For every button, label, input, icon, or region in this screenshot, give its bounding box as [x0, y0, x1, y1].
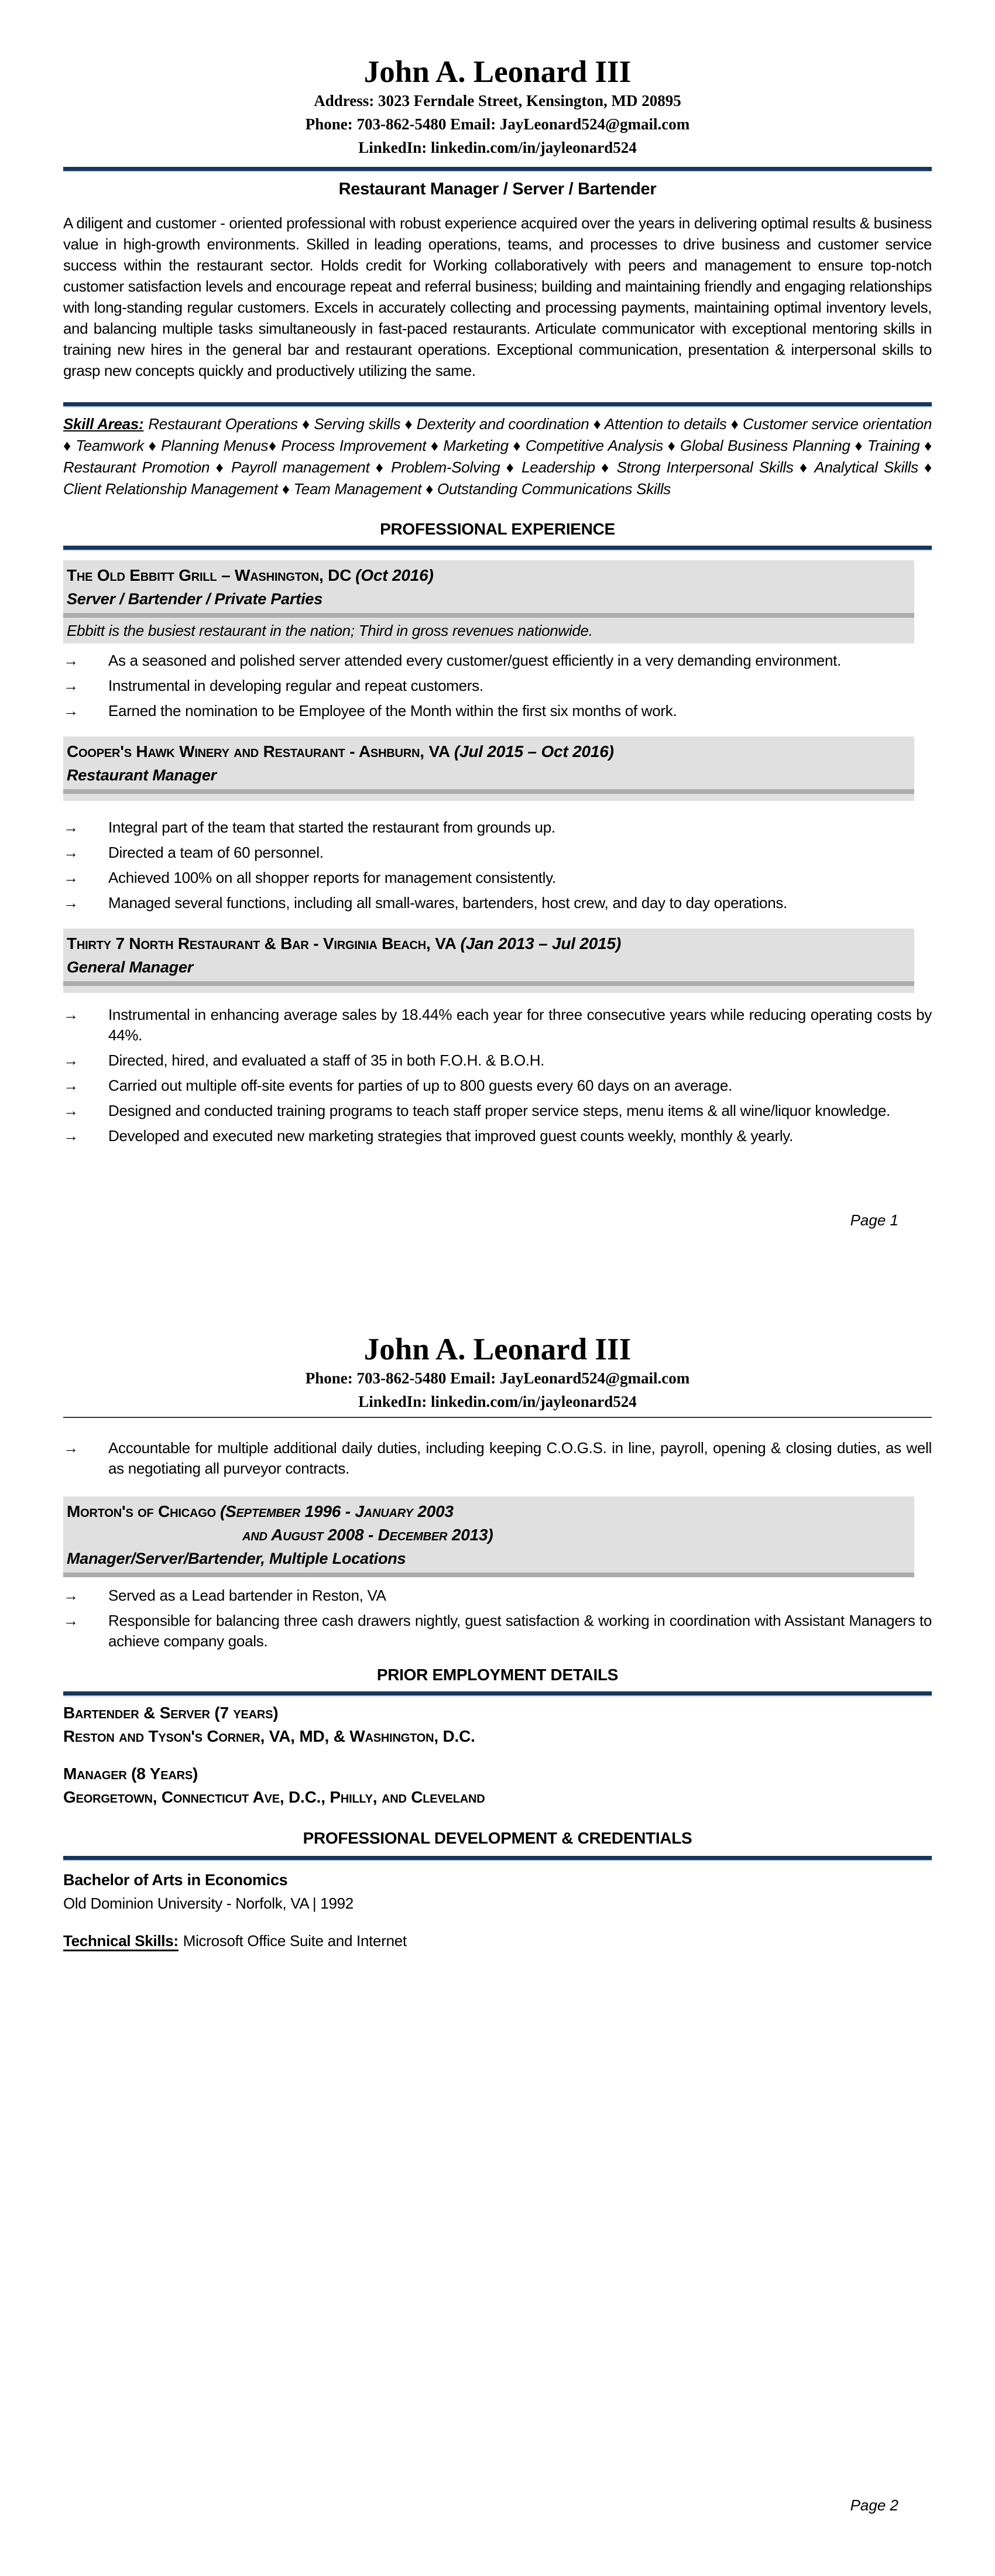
bullet-item	[63, 1075, 932, 1096]
bullet-item	[63, 1438, 932, 1479]
job-header	[63, 560, 914, 613]
experience-rule	[63, 546, 932, 551]
bullet-item	[63, 1101, 932, 1121]
school-line: Old Dominion University - Norfolk, VA | 1992	[63, 1895, 354, 1912]
job-role: Server / Bartender / Private Parties	[67, 590, 323, 608]
bullet-list	[63, 1585, 932, 1652]
arrow-bullet-icon: →	[63, 869, 78, 886]
bullet-list	[63, 817, 932, 913]
job-dates: (Jan 2013 – Jul 2015)	[460, 934, 622, 953]
bullet-text: Responsible for balancing three cash drawers nightly, guest satisfaction & working in coordination with Assistant Managers to achieve company goals.	[108, 1612, 932, 1650]
section-heading-development: PROFESSIONAL DEVELOPMENT & CREDENTIALS	[303, 1829, 692, 1847]
bullet-item	[63, 868, 932, 888]
bullet-text: Instrumental in enhancing average sales by 18.44% each year for three consecutive years while reducing operating costs by 44%.	[108, 1006, 932, 1044]
job-block-thirty7-north	[63, 929, 932, 1146]
job-block-mortons	[63, 1496, 932, 1652]
skills-top-rule	[63, 402, 932, 407]
job-role: General Manager	[67, 958, 194, 976]
arrow-bullet-icon: →	[63, 1612, 78, 1629]
job-company-name: Morton's of Chicago	[67, 1502, 216, 1520]
job-dates: (Jul 2015 – Oct 2016)	[454, 742, 614, 761]
bullet-text: Instrumental in developing regular and repeat customers.	[108, 677, 483, 694]
bullet-item	[63, 842, 932, 863]
bullet-item	[63, 650, 932, 671]
bullet-list	[63, 1005, 932, 1146]
arrow-bullet-icon: →	[63, 652, 78, 669]
job-header	[63, 1496, 914, 1573]
job-role: Manager/Server/Bartender, Multiple Locations	[67, 1550, 406, 1567]
bullet-list	[63, 1438, 932, 1479]
arrow-bullet-icon: →	[63, 1439, 78, 1457]
resume-name: John A. Leonard III	[363, 1332, 632, 1366]
bullet-text: Carried out multiple off-site events for parties of up to 800 guests every 60 days on an average.	[108, 1077, 732, 1094]
technical-skills-label: Technical Skills:	[63, 1932, 179, 1951]
arrow-bullet-icon: →	[63, 1077, 78, 1094]
job-company	[67, 1500, 908, 1547]
job-dates: (September 1996 - January 2003	[219, 1502, 454, 1520]
skill-areas-text: Restaurant Operations ♦ Serving skills ♦ Dexterity and coordination ♦ Attention to details ♦ Customer service orientation ♦ Teamwork ♦ Planning Menus♦ Process Improvement ♦ Marketing ♦ Competitive Analysis ♦ Global Business Planning ♦ Training ♦ Restaurant Promotion ♦ Payroll management ♦ Problem-Solving ♦ Leadership ♦ Strong Interpersonal Skills ♦ Analytical Skills ♦ Client Relationship Management ♦ Team Management ♦ Outstanding Communications Skills	[63, 415, 932, 498]
skill-areas-label: Skill Areas:	[63, 415, 144, 433]
skills-block	[63, 413, 932, 500]
job-company-name: The Old Ebbitt Grill – Washington, DC	[67, 566, 352, 584]
prior-employment-rule	[63, 1691, 932, 1697]
job-block-old-ebbitt	[63, 560, 932, 721]
bullet-item	[63, 817, 932, 838]
arrow-bullet-icon: →	[63, 844, 78, 861]
bullet-item	[63, 1050, 932, 1071]
bullet-text: Directed, hired, and evaluated a staff of 35 in both F.O.H. & B.O.H.	[108, 1051, 545, 1069]
arrow-bullet-icon: →	[63, 1127, 78, 1145]
job-tagline: Ebbitt is the busiest restaurant in the nation; Third in gross revenues nationwide.	[63, 618, 914, 643]
bullet-item	[63, 1126, 932, 1146]
bullet-text: As a seasoned and polished server attended every customer/guest efficiently in a very demanding environment.	[108, 652, 841, 669]
bullet-item	[63, 676, 932, 696]
arrow-bullet-icon: →	[63, 1587, 78, 1604]
bullet-item	[63, 1585, 932, 1606]
degree-title: Bachelor of Arts in Economics	[63, 1871, 288, 1889]
technical-skills-line	[63, 1929, 932, 1952]
prior-role-title: Manager (8 Years)	[63, 1765, 198, 1783]
bullet-text: Served as a Lead bartender in Reston, VA	[108, 1587, 386, 1604]
page-number: Page 1	[850, 1211, 898, 1229]
prior-employment-entry	[63, 1701, 932, 1748]
bullet-text: Integral part of the team that started the restaurant from grounds up.	[108, 818, 555, 836]
development-rule	[63, 1856, 932, 1861]
header-rule-thin	[63, 1417, 932, 1418]
bullet-text: Managed several functions, including all small-wares, bartenders, host crew, and day to day operations.	[108, 894, 787, 912]
job-shaded-strip	[63, 986, 914, 993]
prior-employment-entry	[63, 1762, 932, 1809]
job-shaded-strip	[63, 794, 914, 801]
resume-name: John A. Leonard III	[363, 55, 632, 89]
summary-paragraph: A diligent and customer - oriented professional with robust experience acquired over the years in delivering optimal results & business value in high-growth environments. Skilled in leading operations, teams, and processes to drive business and customer service success within the restaurant sector. Holds credit for Working collaboratively with peers and management to ensure top-notch customer satisfaction levels and encourage repeat and referral business; building and maintaining friendly and engaging relationships with long-standing regular customers. Excels in accurately collecting and processing payments, maintaining optimal inventory levels, and balancing multiple tasks simultaneously in fast-paced restaurants. Articulate communicator with exceptional mentoring skills in training new hires in the general bar and restaurant operations. Exceptional communication, presentation & interpersonal skills to grasp new concepts quickly and productively utilizing the same.	[63, 214, 932, 379]
job-dates: (Oct 2016)	[355, 566, 434, 584]
job-separator-band	[63, 981, 914, 986]
arrow-bullet-icon: →	[63, 818, 78, 836]
contact-address: Address: 3023 Ferndale Street, Kensington, MD 20895	[314, 92, 681, 109]
bullet-list	[63, 650, 932, 721]
arrow-bullet-icon: →	[63, 1006, 78, 1023]
job-separator-band	[63, 789, 914, 794]
header-rule	[63, 167, 932, 172]
job-company	[67, 932, 908, 955]
arrow-bullet-icon: →	[63, 677, 78, 694]
bullet-text: Directed a team of 60 personnel.	[108, 844, 324, 861]
job-company	[67, 740, 908, 763]
technical-skills-text: Microsoft Office Suite and Internet	[183, 1932, 407, 1950]
job-header	[63, 737, 914, 789]
bullet-item	[63, 893, 932, 913]
job-dates-line2: and August 2008 - December 2013)	[242, 1526, 493, 1544]
contact-phone-email: Phone: 703-862-5480 Email: JayLeonard524@gmail.com	[305, 1369, 690, 1387]
job-company	[67, 564, 908, 587]
bullet-text: Developed and executed new marketing strategies that improved guest counts weekly, monthly & yearly.	[108, 1127, 794, 1145]
arrow-bullet-icon: →	[63, 1051, 78, 1069]
job-company-name: Thirty 7 North Restaurant & Bar - Virginia Beach, VA	[67, 934, 457, 953]
contact-linkedin: LinkedIn: linkedin.com/in/jayleonard524	[358, 139, 637, 156]
section-heading-experience: PROFESSIONAL EXPERIENCE	[380, 520, 615, 538]
prior-role-locations: Reston and Tyson's Corner, VA, MD, & Washington, D.C.	[63, 1727, 475, 1745]
job-company-name: Cooper's Hawk Winery and Restaurant - Ashburn, VA	[67, 742, 450, 761]
bullet-item	[63, 1005, 932, 1046]
bullet-text: Designed and conducted training programs to teach staff proper service steps, menu items & all wine/liquor knowledge.	[108, 1102, 890, 1119]
job-role: Restaurant Manager	[67, 766, 217, 784]
bullet-item	[63, 1611, 932, 1652]
bullet-text: Earned the nomination to be Employee of the Month within the first six months of work.	[108, 702, 677, 720]
resume-page-2	[0, 1288, 995, 2576]
bullet-item	[63, 701, 932, 721]
page-number: Page 2	[850, 2496, 898, 2514]
prior-role-locations: Georgetown, Connecticut Ave, D.C., Philly, and Cleveland	[63, 1788, 485, 1806]
arrow-bullet-icon: →	[63, 894, 78, 912]
bullet-text: Accountable for multiple additional daily duties, including keeping C.O.G.S. in line, payroll, opening & closing duties, as well as negotiating all purveyor contracts.	[108, 1439, 932, 1477]
job-header	[63, 929, 914, 981]
job-block-coopers-hawk	[63, 737, 932, 913]
prior-role-title: Bartender & Server (7 years)	[63, 1704, 279, 1722]
contact-linkedin: LinkedIn: linkedin.com/in/jayleonard524	[358, 1393, 637, 1410]
arrow-bullet-icon: →	[63, 702, 78, 720]
bullet-text: Achieved 100% on all shopper reports for management consistently.	[108, 869, 556, 886]
job-separator-band	[63, 613, 914, 618]
job-separator-band	[63, 1573, 914, 1577]
arrow-bullet-icon: →	[63, 1102, 78, 1119]
section-heading-prior-employment: PRIOR EMPLOYMENT DETAILS	[376, 1666, 619, 1684]
contact-phone-email: Phone: 703-862-5480 Email: JayLeonard524@gmail.com	[305, 115, 690, 133]
resume-title: Restaurant Manager / Server / Bartender	[338, 180, 657, 198]
